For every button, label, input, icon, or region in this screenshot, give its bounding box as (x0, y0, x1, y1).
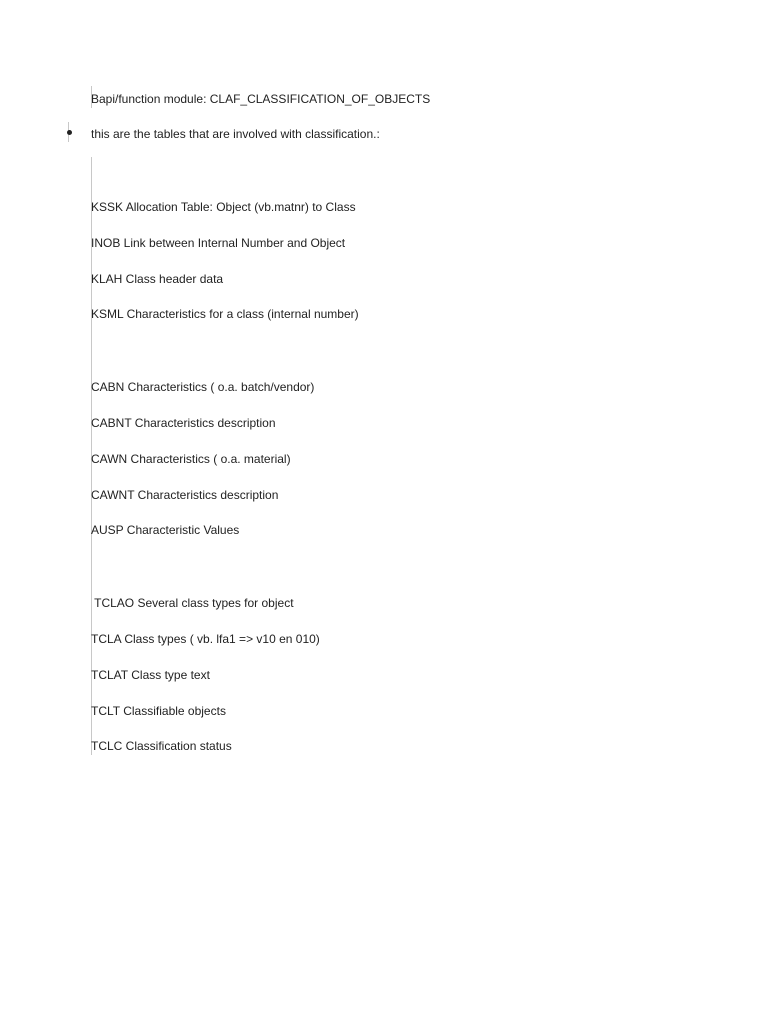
table-line-cabn: CABN Characteristics ( o.a. batch/vendor) (91, 380, 315, 394)
table-line-cabnt: CABNT Characteristics description (91, 416, 276, 430)
table-line-tclat: TCLAT Class type text (91, 668, 210, 682)
table-line-ksml: KSML Characteristics for a class (internal number) (91, 307, 359, 321)
table-line-tclc: TCLC Classification status (91, 739, 232, 753)
table-line-ausp: AUSP Characteristic Values (91, 523, 240, 537)
table-line-kssk: KSSK Allocation Table: Object (vb.matnr) to Class (91, 200, 356, 214)
bullet-icon (67, 130, 72, 135)
intro-line: this are the tables that are involved with classification.: (91, 127, 380, 141)
table-line-tclao: TCLAO Several class types for object (91, 596, 294, 610)
table-line-inob: INOB Link between Internal Number and Object (91, 236, 346, 250)
table-line-cawn: CAWN Characteristics ( o.a. material) (91, 452, 291, 466)
document-header-line: Bapi/function module: CLAF_CLASSIFICATION_OF_OBJECTS (91, 92, 431, 106)
table-line-tclt: TCLT Classifiable objects (91, 704, 226, 718)
table-line-tcla: TCLA Class types ( vb. lfa1 => v10 en 010) (91, 632, 320, 646)
table-line-cawnt: CAWNT Characteristics description (91, 488, 279, 502)
table-line-klah: KLAH Class header data (91, 272, 224, 286)
